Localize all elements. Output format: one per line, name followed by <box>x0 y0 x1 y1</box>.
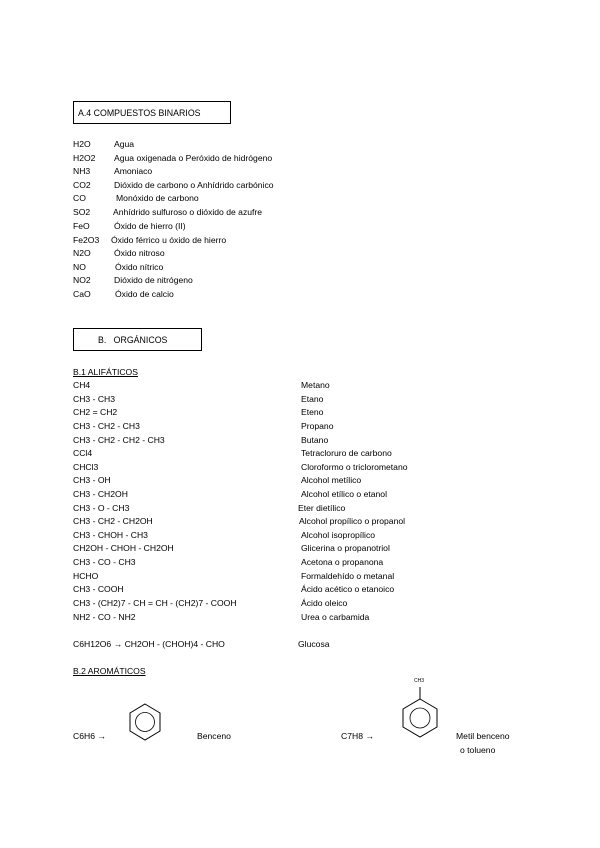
list-item-formula: CH3 - CH3 <box>73 394 116 404</box>
list-item-name: Óxido nitroso <box>114 248 165 258</box>
list-item-formula: SO2 <box>73 207 91 217</box>
list-item-name: Formaldehído o metanal <box>301 571 395 581</box>
list-item-formula: CH3 - CH2 - CH3 <box>73 421 140 431</box>
list-item-name: Amoniaco <box>114 166 153 176</box>
list-item-formula: CH2 = CH2 <box>73 407 118 417</box>
list-item-name: Butano <box>301 435 329 445</box>
list-item-formula: CH2OH - CHOH - CH2OH <box>73 543 174 553</box>
list-item-name: Óxido de calcio <box>115 289 174 299</box>
benzene-name: Benceno <box>197 731 231 741</box>
list-item-formula: CHCl3 <box>73 462 99 472</box>
list-item-formula: Fe2O3 <box>73 235 100 245</box>
list-item-name: Glicerina o propanotriol <box>301 543 390 553</box>
list-item-name: Eteno <box>301 407 324 417</box>
benzene-formula: C6H6 → <box>73 731 106 741</box>
list-item-formula: CH3 - CH2OH <box>73 489 128 499</box>
list-item-name: Propano <box>301 421 334 431</box>
list-item-name: Agua <box>114 139 135 149</box>
list-item-name: Ácido oleico <box>301 598 348 608</box>
section-b-title-box <box>73 328 202 351</box>
list-item-name: Metano <box>301 380 330 390</box>
toluene-formula: C7H8 → <box>341 731 374 741</box>
list-item-formula: CaO <box>73 289 91 299</box>
section-a-title-box <box>73 101 231 124</box>
list-item-formula: CH3 - O - CH3 <box>73 503 130 513</box>
toluene-substituent: CH3 <box>414 678 425 684</box>
list-item-formula: CH3 - CHOH - CH3 <box>73 530 148 540</box>
list-item-name: Alcohol propílico o propanol <box>299 516 406 526</box>
list-item-formula: H2O <box>73 139 91 149</box>
list-item-name: Monóxido de carbono <box>116 193 199 203</box>
toluene-ring-icon <box>399 677 441 739</box>
list-item-formula: H2O2 <box>73 153 96 163</box>
list-item-formula: CH3 - CH2 - CH2OH <box>73 516 153 526</box>
list-item-formula: CH3 - COOH <box>73 584 124 594</box>
list-item-formula: CH3 - (CH2)7 - CH = CH - (CH2)7 - COOH <box>73 598 237 608</box>
section-b-title: B. ORGÁNICOS <box>98 334 168 345</box>
list-item-name: Alcohol etílico o etanol <box>301 489 387 499</box>
toluene-name-line2: o tolueno <box>460 745 496 755</box>
list-item-name: Tetracloruro de carbono <box>301 448 392 458</box>
list-item-name: Dióxido de nitrógeno <box>114 275 193 285</box>
list-item-name: Óxido nítrico <box>115 262 164 272</box>
list-item-name: Agua oxigenada o Peróxido de hidrógeno <box>114 153 273 163</box>
list-item-formula: CCl4 <box>73 448 93 458</box>
list-item-name: Anhídrido sulfuroso o dióxido de azufre <box>113 207 263 217</box>
list-item-formula: FeO <box>73 221 90 231</box>
list-item-name: Alcohol metílico <box>301 475 362 485</box>
list-item-formula: NO2 <box>73 275 91 285</box>
aromatic-heading: B.2 AROMÁTICOS <box>73 666 146 676</box>
list-item-name: Urea o carbamida <box>301 612 370 622</box>
list-item-name: Dióxido de carbono o Anhídrido carbónico <box>114 180 274 190</box>
section-a-title: A.4 COMPUESTOS BINARIOS <box>78 107 201 118</box>
list-item-formula: N2O <box>73 248 91 258</box>
list-item-name: Cloroformo o triclorometano <box>301 462 408 472</box>
list-item-name: Ácido acético o etanoico <box>301 584 395 594</box>
list-item-name: Óxido férrico u óxido de hierro <box>111 235 227 245</box>
list-item-formula: CO <box>73 193 86 203</box>
toluene-name-line1: Metil benceno <box>456 731 510 741</box>
list-item-formula: CH3 - OH <box>73 475 111 485</box>
list-item-formula: CH3 - CO - CH3 <box>73 557 136 567</box>
list-item-formula: NO <box>73 262 86 272</box>
list-item-formula: CH3 - CH2 - CH2 - CH3 <box>73 435 165 445</box>
glucose-formula: C6H12O6 → CH2OH - (CHOH)4 - CHO <box>73 639 225 649</box>
list-item-formula: HCHO <box>73 571 99 581</box>
list-item-name: Óxido de hierro (II) <box>114 221 186 231</box>
benzene-ring-icon <box>128 703 162 741</box>
list-item-formula: CH4 <box>73 380 91 390</box>
list-item-name: Etano <box>301 394 324 404</box>
list-item-formula: NH3 <box>73 166 91 176</box>
list-item-formula: NH2 - CO - NH2 <box>73 612 136 622</box>
list-item-name: Alcohol isopropílico <box>301 530 376 540</box>
list-item-name: Eter dietílico <box>298 503 346 513</box>
aliphatic-heading: B.1 ALIFÁTICOS <box>73 367 138 377</box>
list-item-name: Acetona o propanona <box>301 557 384 567</box>
glucose-name: Glucosa <box>298 639 330 649</box>
list-item-formula: CO2 <box>73 180 91 190</box>
